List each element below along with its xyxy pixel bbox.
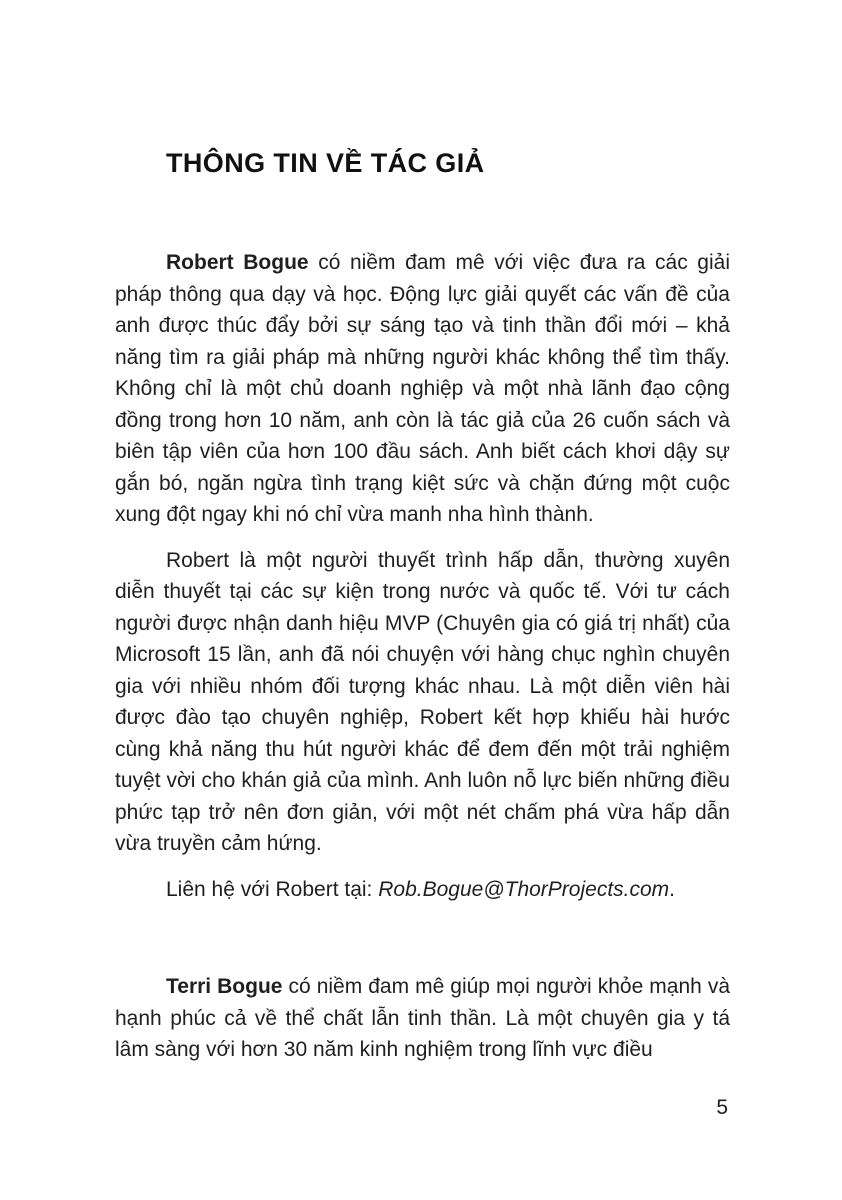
paragraph-robert-intro [115, 247, 730, 531]
author-name-terri: Terri Bogue [166, 975, 283, 998]
contact-email: Rob.Bogue@ThorProjects.com [378, 877, 670, 901]
contact-line [115, 874, 730, 906]
contact-prefix: Liên hệ với Robert tại: [166, 877, 379, 901]
paragraph-terri-intro-text: có niềm đam mê giúp mọi người khỏe mạnh và hạnh phúc cả về thể chất lẫn tinh thần. Là một chuyên gia y tá lâm sàng với hơn 30 năm kinh nghiệm trong lĩnh vực điều [115, 975, 730, 1061]
contact-suffix: . [669, 877, 676, 901]
page-number: 5 [716, 1096, 728, 1119]
paragraph-terri-intro [115, 971, 730, 1066]
page-title: THÔNG TIN VỀ TÁC GIẢ [166, 148, 485, 178]
paragraph-robert-intro-text: có niềm đam mê với việc đưa ra các giải pháp thông qua dạy và học. Động lực giải quyết các vấn đề của anh được thúc đẩy bởi sự sáng tạo và tinh thần đổi mới – khả năng tìm ra giải pháp mà những người khác không thể tìm thấy. Không chỉ là một chủ doanh nghiệp và một nhà lãnh đạo cộng đồng trong hơn 10 năm, anh còn là tác giả của 26 cuốn sách và biên tập viên của hơn 100 đầu sách. Anh biết cách khơi dậy sự gắn bó, ngăn ngừa tình trạng kiệt sức và chặn đứng một cuộc xung đột ngay khi nó chỉ vừa manh nha hình thành. [115, 251, 730, 526]
paragraph-robert-speaker: Robert là một người thuyết trình hấp dẫn, thường xuyên diễn thuyết tại các sự kiện trong nước và quốc tế. Với tư cách người được nhận danh hiệu MVP (Chuyên gia có giá trị nhất) của Microsoft 15 lần, anh đã nói chuyện với hàng chục nghìn chuyên gia với nhiều nhóm đối tượng khác nhau. Là một diễn viên hài được đào tạo chuyên nghiệp, Robert kết hợp khiếu hài hước cùng khả năng thu hút người khác để đem đến một trải nghiệm tuyệt vời cho khán giả của mình. Anh luôn nỗ lực biến những điều phức tạp trở nên đơn giản, với một nét chấm phá vừa hấp dẫn vừa truyền cảm hứng. [115, 548, 730, 855]
author-name-robert: Robert Bogue [166, 251, 309, 274]
